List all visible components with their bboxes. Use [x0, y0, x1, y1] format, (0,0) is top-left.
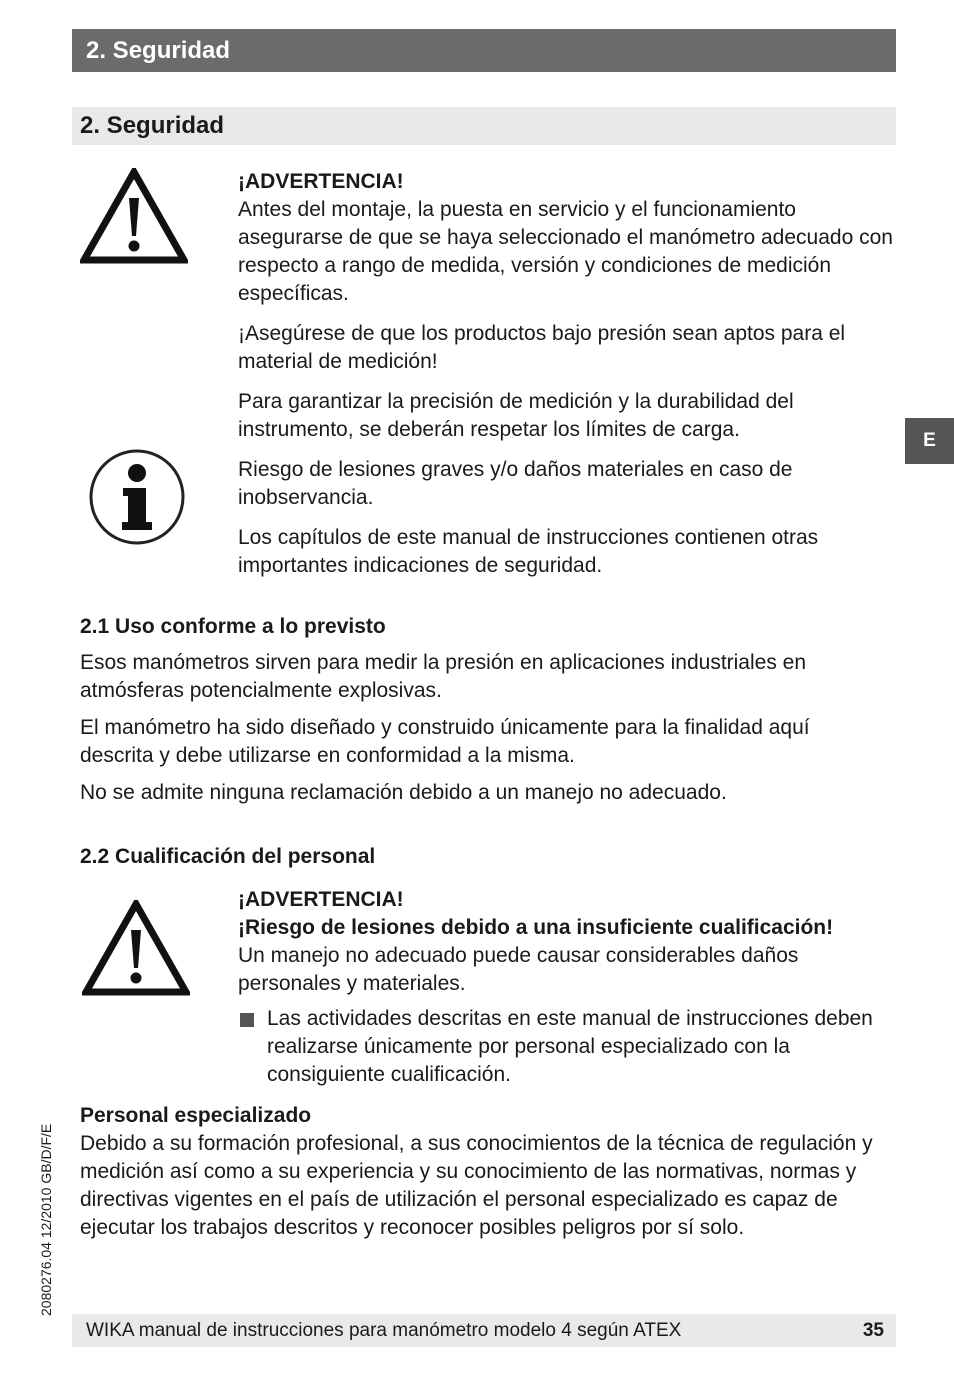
document-code: 2080276.04 12/2010 GB/D/F/E — [38, 1123, 54, 1316]
warning-2-title: ¡ADVERTENCIA! — [238, 888, 404, 911]
bullet-text: Las actividades descritas en este manual de instrucciones deben realizarse únicamente por personal especializado con la consiguiente cualificación. — [267, 1007, 873, 1086]
heading-2-2: 2.2 Cualificación del personal — [80, 845, 376, 868]
page-header — [72, 29, 896, 72]
language-tab — [905, 418, 954, 464]
warning-block-2 — [238, 886, 898, 1089]
bullet-item — [238, 1005, 898, 1089]
page-header-title: 2. Seguridad — [86, 37, 231, 64]
warning-triangle-icon — [80, 168, 188, 264]
section-title: 2. Seguridad — [80, 112, 225, 139]
info-circle-icon — [88, 448, 186, 546]
personal-block — [80, 1102, 890, 1242]
language-tab-label: E — [923, 430, 936, 451]
warning-triangle-icon-2 — [82, 900, 190, 996]
square-bullet-icon — [240, 1013, 254, 1027]
footer-text: WIKA manual de instrucciones para manómetro modelo 4 según ATEX — [86, 1320, 682, 1341]
heading-2-1: 2.1 Uso conforme a lo previsto — [80, 615, 386, 638]
page-number: 35 — [862, 1320, 884, 1341]
warning-block-1 — [238, 168, 898, 580]
personal-body: Debido a su formación profesional, a sus conocimientos de la técnica de regulación y medición así como a su experiencia y su conocimiento de las normativas, normas y directivas vigentes en el país de utilización el personal especializado es capaz de ejecutar los trabajos descritos y reconocer posibles peligros por sí solo. — [80, 1132, 873, 1239]
personal-heading: Personal especializado — [80, 1104, 312, 1127]
info-text: Los capítulos de este manual de instrucciones contienen otras importantes indicaciones de seguridad. — [238, 526, 819, 577]
page-footer — [72, 1314, 896, 1347]
warning-paragraph-3: Para garantizar la precisión de medición y la durabilidad del instrumento, se deberán respetar los límites de carga. — [238, 390, 794, 441]
warning-paragraph-2: ¡Asegúrese de que los productos bajo presión sean aptos para el material de medición! — [238, 322, 846, 373]
warning-paragraph-4: Riesgo de lesiones graves y/o daños materiales en caso de inobservancia. — [238, 458, 793, 509]
section-2-1-paragraph-2: El manómetro ha sido diseñado y construido únicamente para la finalidad aquí descrita y debe utilizarse en conformidad a la misma. — [80, 716, 810, 767]
section-2-1-body — [80, 649, 880, 807]
warning-2-body: Un manejo no adecuado puede causar considerables daños personales y materiales. — [238, 944, 799, 995]
warning-2-subtitle: ¡Riesgo de lesiones debido a una insuficiente cualificación! — [238, 916, 834, 939]
section-title-bar — [72, 107, 896, 145]
warning-title: ¡ADVERTENCIA! — [238, 170, 404, 193]
section-2-1-paragraph-3: No se admite ninguna reclamación debido a un manejo no adecuado. — [80, 781, 727, 804]
warning-body: Antes del montaje, la puesta en servicio y el funcionamiento asegurarse de que se haya seleccionado el manómetro adecuado con respecto a rango de medida, versión y condiciones de medición específicas. — [238, 198, 893, 305]
section-2-1-paragraph-1: Esos manómetros sirven para medir la presión en aplicaciones industriales en atmósferas potencialmente explosivas. — [80, 651, 807, 702]
